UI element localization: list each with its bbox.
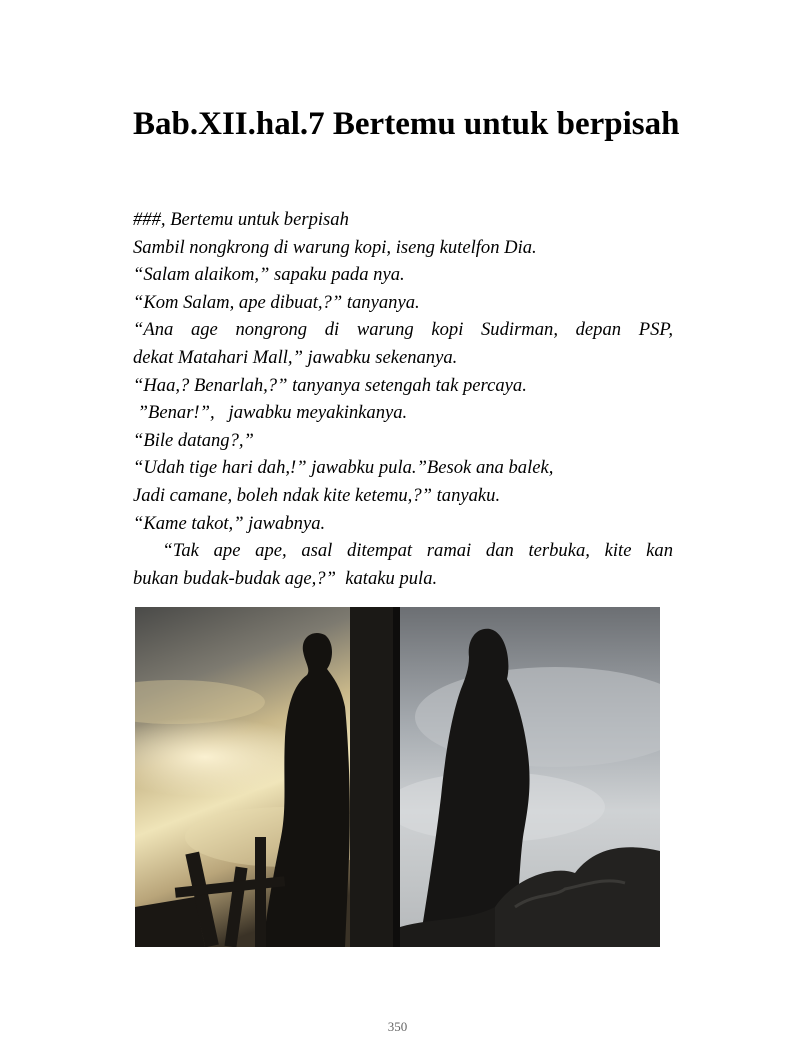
page-number: 350 (387, 1019, 408, 1034)
text-line: ###, Bertemu untuk berpisah (133, 209, 349, 230)
text-line: Sambil nongkrong di warung kopi, iseng kutelfon Dia. (133, 236, 537, 258)
text-line: “Bile datang?,” (133, 429, 254, 451)
text-line: dekat Matahari Mall,” jawabku sekenanya. (133, 346, 458, 368)
text-line: “Udah tige hari dah,!” jawabku pula.”Besok ana balek, (133, 457, 554, 479)
text-line: “Salam alaikom,” sapaku pada nya. (133, 264, 405, 286)
text-line: Jadi camane, boleh ndak kite ketemu,?” tanyaku. (133, 484, 501, 506)
text-line: “Kame takot,” jawabnya. (133, 512, 326, 534)
text-line: ”Benar!”, jawabku meyakinkanya. (133, 402, 408, 424)
text-line: “Haa,? Benarlah,?” tanyanya setengah tak percaya. (133, 374, 527, 396)
story-text (133, 206, 673, 592)
text-line: “Tak ape ape, asal ditempat ramai dan terbuka, kite kan (133, 540, 673, 562)
text-line: bukan budak-budak age,?” kataku pula. (133, 567, 438, 589)
text-line: “Ana age nongrong di warung kopi Sudirman, depan PSP, (133, 319, 673, 341)
silhouette-photo (135, 607, 660, 947)
text-line: “Kom Salam, ape dibuat,?” tanyanya. (133, 291, 420, 313)
chapter-title: Bab.XII.hal.7 Bertemu untuk berpisah (133, 106, 680, 142)
